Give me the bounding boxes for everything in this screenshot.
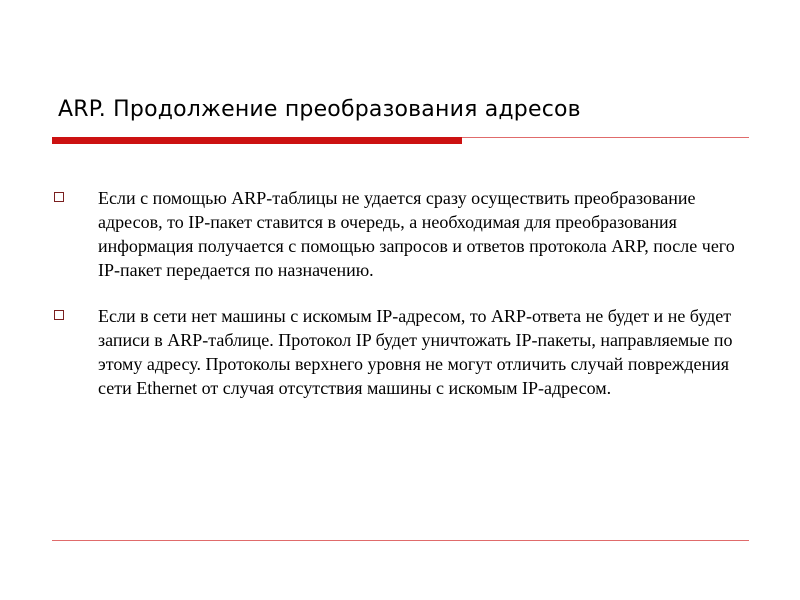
title-divider-accent xyxy=(52,137,462,144)
bullet-item xyxy=(52,186,752,282)
bullet-item xyxy=(52,304,752,400)
footer-divider xyxy=(52,540,749,541)
bullet-text: Если с помощью ARP-таблицы не удается сразу осуществить преобразование адресов, то IP-пакет ставится в очередь, а необходимая для преобразования информация получается с помощью запросов и ответов протокола ARP, после чего IP-пакет передается по назначению. xyxy=(98,188,735,280)
slide-title: ARP. Продолжение преобразования адресов xyxy=(58,97,581,122)
bullet-text: Если в сети нет машины с искомым IP-адресом, то ARP-ответа не будет и не будет записи в ARP-таблице. Протокол IP будет уничтожать IP-пакеты, направляемые по этому адресу. Протоколы верхнего уровня не могут отличить случай повреждения сети Ethernet от случая отсутствия машины с искомым IP-адресом. xyxy=(98,306,733,398)
hollow-square-icon xyxy=(54,310,64,320)
bullet-list xyxy=(52,186,752,422)
hollow-square-icon xyxy=(54,192,64,202)
